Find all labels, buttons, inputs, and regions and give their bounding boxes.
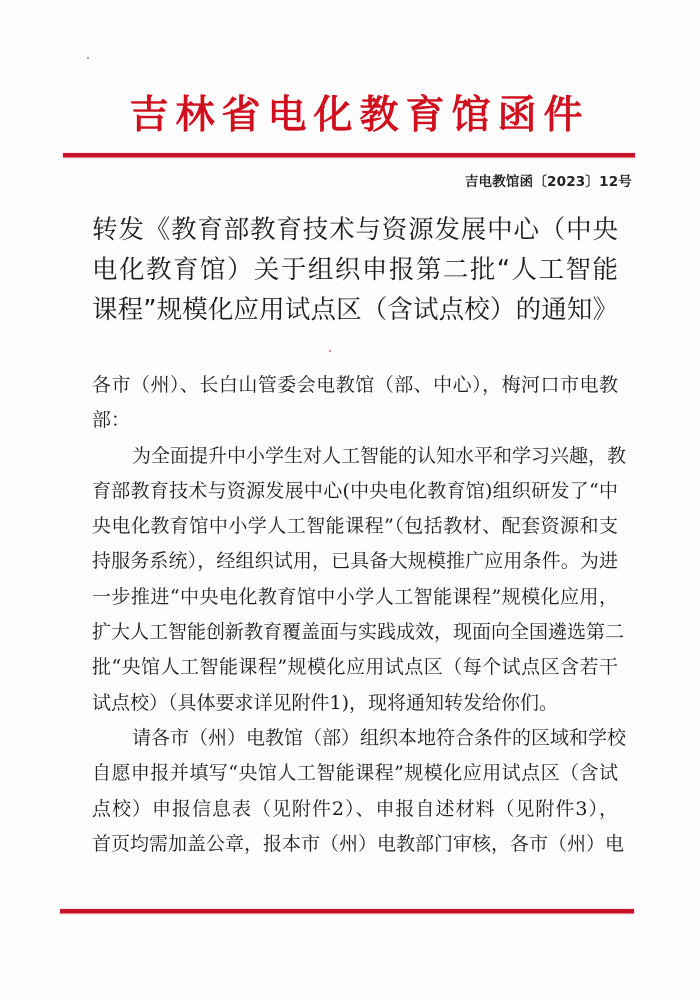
body-line: 批“央馆人工智能课程”规模化应用试点区（每个试点区含若干 — [92, 656, 618, 679]
letterhead-title — [128, 90, 584, 140]
body-line: 试点校）（具体要求详见附件1)，现将通知转发给你们。 — [92, 691, 559, 714]
body-line: 育部教育技术与资源发展中心(中央电化教育馆)组织研发了“中 — [92, 479, 618, 502]
letterhead-char: 件 — [543, 92, 583, 138]
letterhead-char: 林 — [175, 92, 215, 138]
body-line: 为全面提升中小学生对人工智能的认知水平和学习兴趣，教 — [132, 444, 627, 467]
body-line: 请各市（州）电教馆（部）组织本地符合条件的区域和学校 — [132, 726, 627, 749]
body-line: 自愿申报并填写“央馆人工智能课程”规模化应用试点区（含试 — [92, 762, 618, 785]
title-line: 电化教育馆）关于组织申报第二批“人工智能 — [92, 255, 618, 285]
body-line: 各市（州）、长白山管委会电教馆（部、中心），梅河口市电教 — [92, 374, 618, 396]
letterhead-char: 吉 — [129, 92, 169, 138]
document-body — [92, 368, 627, 862]
body-line: 部： — [92, 409, 131, 432]
letterhead-red-rule — [63, 153, 635, 158]
body-line: 首页均需加盖公章，报本市（州）电教部门审核，各市（州）电 — [92, 832, 625, 855]
body-line: 扩大人工智能创新教育覆盖面与实践成效，现面向全国遴选第二 — [92, 621, 625, 644]
scan-artifact-dot — [87, 57, 89, 59]
letterhead-char: 教 — [359, 92, 399, 138]
body-line: 持服务系统），经组织试用，已具备大规模推广应用条件。为进 — [92, 550, 618, 573]
salutation — [92, 368, 618, 439]
footer-red-rule — [60, 909, 634, 914]
body-line: 央电化教育馆中小学人工智能课程”（包括教材、配套资源和支 — [92, 515, 618, 538]
paragraph-2 — [92, 721, 627, 862]
letterhead-char: 函 — [497, 92, 537, 138]
body-line: 点校）申报信息表（见附件2）、申报自述材料（见附件3）， — [92, 797, 618, 820]
scan-artifact-dot — [329, 350, 331, 352]
paragraph-1 — [92, 439, 627, 721]
letterhead-char: 馆 — [451, 92, 491, 138]
body-line: 一步推进“中央电化教育馆中小学人工智能课程”规模化应用， — [92, 585, 618, 608]
letterhead-char: 化 — [313, 92, 353, 138]
document-title — [92, 210, 622, 330]
letterhead-char: 省 — [221, 92, 261, 138]
title-line: 转发《教育部教育技术与资源发展中心（中央 — [92, 215, 618, 245]
letterhead-char: 电 — [267, 92, 307, 138]
document-number: 吉电教馆函〔2023〕12号 — [464, 174, 632, 190]
letterhead-char: 育 — [405, 92, 445, 138]
title-line: 课程”规模化应用试点区（含试点校）的通知》 — [92, 295, 618, 325]
